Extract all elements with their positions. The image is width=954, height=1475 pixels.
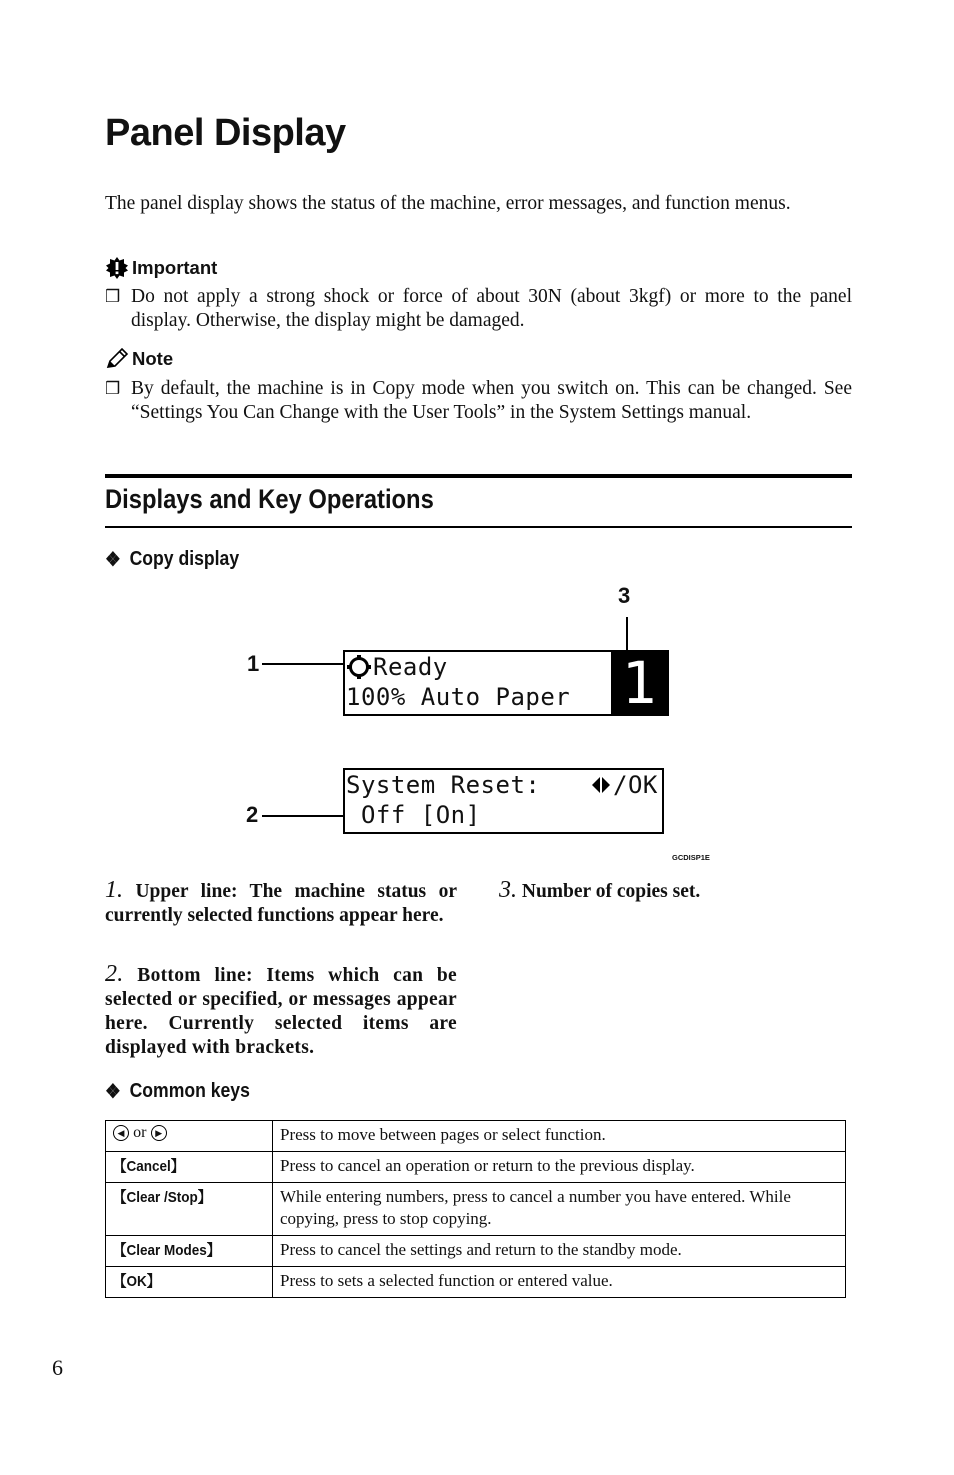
description-cell: Press to move between pages or select function. bbox=[273, 1121, 846, 1152]
copy-display-label: Copy display bbox=[129, 548, 240, 570]
marker-2: 2 bbox=[246, 802, 259, 827]
section-rule-top bbox=[105, 474, 852, 478]
figure-code: GCDISP1E bbox=[672, 853, 710, 862]
leader-line-3 bbox=[626, 617, 628, 651]
common-keys-heading bbox=[105, 1079, 250, 1104]
description-3 bbox=[499, 878, 851, 904]
lcd-ok-text: /OK bbox=[613, 771, 658, 799]
lcd-menu-screen bbox=[343, 768, 664, 834]
common-keys-label: Common keys bbox=[129, 1080, 250, 1102]
key-name: 【OK】 bbox=[113, 1273, 161, 1290]
note-text: By default, the machine is in Copy mode when you switch on. This can be changed. See “Settings You Can Change with the User Tools” in the System Settings manual. bbox=[131, 378, 852, 423]
leader-line-1 bbox=[262, 663, 344, 665]
checkbox-icon: ❒ bbox=[105, 287, 121, 306]
important-text: Do not apply a strong shock or force of about 30N (about 3kgf) or more to the panel display. Otherwise, the display might be damaged. bbox=[131, 286, 852, 331]
checkbox-icon: ❒ bbox=[105, 379, 121, 398]
key-cell bbox=[106, 1236, 273, 1267]
table-row bbox=[106, 1236, 846, 1267]
marker-3: 3 bbox=[618, 583, 631, 608]
page-title: Panel Display bbox=[105, 112, 346, 154]
key-cell bbox=[106, 1267, 273, 1298]
table-row bbox=[106, 1267, 846, 1298]
table-row bbox=[106, 1121, 846, 1152]
key-cell bbox=[106, 1152, 273, 1183]
section-title: Displays and Key Operations bbox=[105, 484, 434, 514]
diamond-bullet-icon: ❖ bbox=[105, 549, 121, 571]
key-name: 【Cancel】 bbox=[113, 1158, 185, 1175]
note-item bbox=[105, 377, 852, 425]
lcd-settings-text: 100% Auto Paper bbox=[346, 683, 571, 711]
key-cell bbox=[106, 1121, 273, 1152]
lcd-menu-options: Off [On] bbox=[346, 801, 481, 829]
copy-count-display: 1 bbox=[611, 652, 667, 714]
important-item bbox=[105, 285, 852, 333]
copy-display-heading bbox=[105, 547, 239, 572]
description-text: Number of copies set. bbox=[521, 881, 701, 902]
important-icon bbox=[105, 256, 129, 280]
note-label: Note bbox=[132, 348, 174, 369]
lcd-menu-title: System Reset: bbox=[346, 771, 541, 799]
description-1 bbox=[105, 878, 457, 928]
key-name: 【Clear /Stop】 bbox=[113, 1189, 212, 1206]
key-cell bbox=[106, 1183, 273, 1236]
left-right-arrows-icon bbox=[590, 775, 612, 795]
note-heading bbox=[105, 348, 173, 370]
lcd-copy-screen bbox=[343, 650, 669, 716]
description-2 bbox=[105, 962, 457, 1060]
table-row bbox=[106, 1183, 846, 1236]
section-rule-bottom bbox=[105, 526, 852, 528]
diamond-bullet-icon: ❖ bbox=[105, 1081, 121, 1103]
important-heading bbox=[105, 256, 217, 280]
description-number: 2. bbox=[105, 961, 124, 987]
right-arrow-key-icon: ▶ bbox=[151, 1125, 167, 1141]
pencil-icon bbox=[105, 348, 129, 370]
important-label: Important bbox=[132, 257, 218, 278]
key-name: 【Clear Modes】 bbox=[113, 1242, 221, 1259]
common-keys-table bbox=[105, 1120, 846, 1298]
left-arrow-key-icon: ◀ bbox=[113, 1125, 129, 1141]
description-text: Upper line: The machine status or currently selected functions appear here. bbox=[105, 881, 457, 926]
intro-paragraph: The panel display shows the status of the machine, error messages, and function menus. bbox=[105, 193, 791, 214]
description-number: 1. bbox=[105, 877, 123, 903]
or-text: or bbox=[133, 1124, 147, 1141]
leader-line-2 bbox=[262, 815, 344, 817]
description-number: 3. bbox=[499, 877, 517, 903]
lcd-status-text: Ready bbox=[373, 653, 448, 681]
page-number: 6 bbox=[52, 1355, 63, 1380]
marker-1: 1 bbox=[247, 651, 260, 676]
description-cell: Press to cancel an operation or return to the previous display. bbox=[273, 1152, 846, 1183]
description-cell: Press to cancel the settings and return to the standby mode. bbox=[273, 1236, 846, 1267]
description-cell: While entering numbers, press to cancel a number you have entered. While copying, press to stop copying. bbox=[273, 1183, 846, 1236]
description-text: Bottom line: Items which can be selected or specified, or messages appear here. Currently selected items are displayed with brackets. bbox=[105, 965, 458, 1058]
table-row bbox=[106, 1152, 846, 1183]
description-cell: Press to sets a selected function or entered value. bbox=[273, 1267, 846, 1298]
ready-icon bbox=[347, 655, 371, 679]
